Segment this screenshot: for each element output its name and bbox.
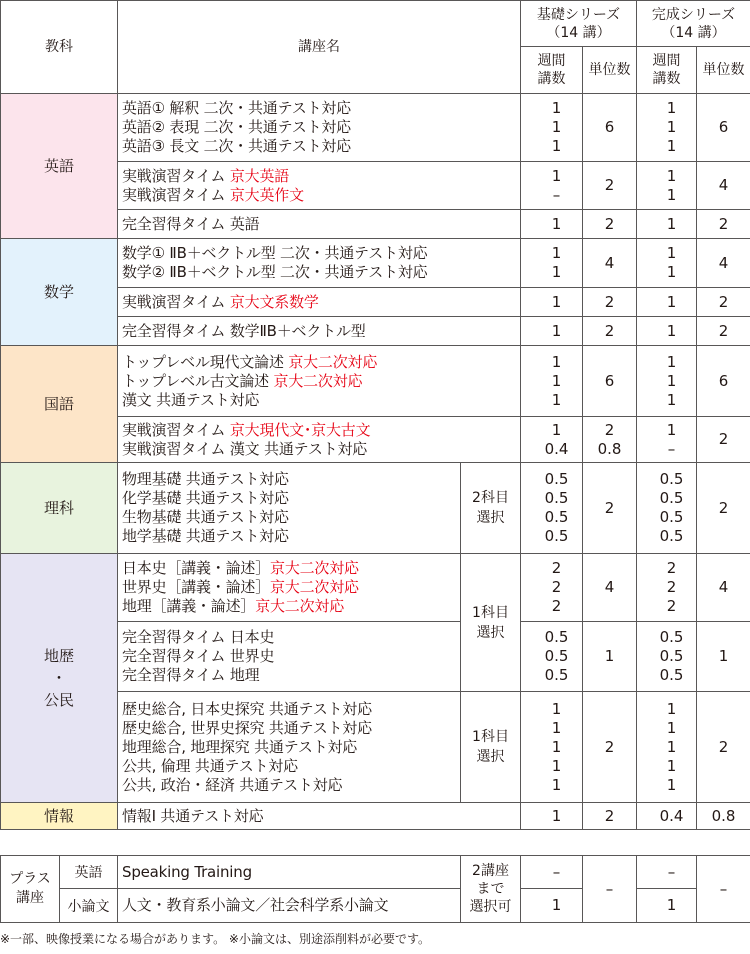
weekly-count: 1 <box>551 699 562 718</box>
course-cell <box>118 239 521 288</box>
weekly-cell <box>521 803 583 830</box>
course-name: 完全習得タイム 世界史 <box>122 647 275 665</box>
course-name: 世界史［講義・論述］京大二次対応 <box>122 578 359 596</box>
weekly-cell <box>521 346 583 417</box>
weekly-count: 1 <box>551 292 562 311</box>
weekly-cell <box>637 317 697 346</box>
weekly-count: 1 <box>666 214 677 233</box>
weekly-count: 1 <box>551 118 562 136</box>
header-basic-units: 単位数 <box>583 47 637 94</box>
units-cell: 2 <box>583 288 637 317</box>
table-row <box>1 554 750 622</box>
course-name: トップレベル古文論述 京大二次対応 <box>122 371 363 390</box>
course-cell <box>118 463 461 554</box>
course-target-highlight: 京大文系数学 <box>229 292 319 311</box>
weekly-cell <box>521 94 583 162</box>
weekly-cell <box>637 803 697 830</box>
units-cell: 2 <box>583 803 637 830</box>
course-cell <box>118 210 521 239</box>
units-cell: 2 <box>583 317 637 346</box>
subject-japanese: 国語 <box>1 346 118 463</box>
header-complete-units: 単位数 <box>697 47 750 94</box>
course-name: 英語② 表現 二次・共通テスト対応 <box>122 118 351 136</box>
weekly-count: 0.5 <box>659 666 684 684</box>
course-name: 実戦演習タイム 京大英語 <box>122 166 290 185</box>
weekly-count: 1 <box>666 775 677 794</box>
header-complete-series: 完成シリーズ （14 講） <box>637 1 750 47</box>
weekly-cell <box>521 692 583 803</box>
weekly-count: 1 <box>666 137 677 155</box>
course-name: 実戦演習タイム 京大文系数学 <box>122 292 319 311</box>
course-name: 完全習得タイム 地理 <box>122 666 260 684</box>
course-name: 日本史［講義・論述］京大二次対応 <box>122 559 359 577</box>
units-cell: 2 <box>697 288 750 317</box>
weekly-cell <box>521 463 583 554</box>
course-name: 情報Ⅰ 共通テスト対応 <box>122 806 264 825</box>
weekly-cell <box>521 210 583 239</box>
header-course: 講座名 <box>118 1 521 94</box>
weekly-cell <box>521 622 583 692</box>
weekly-count: 1 <box>551 420 562 439</box>
weekly-count: 0.4 <box>544 439 569 458</box>
plus-course-speaking: Speaking Training <box>118 856 461 889</box>
weekly-cell: – <box>637 856 697 889</box>
weekly-count: 1 <box>666 185 677 204</box>
header-basic-series: 基礎シリーズ （14 講） <box>521 1 637 47</box>
weekly-cell: 1 <box>521 889 583 923</box>
weekly-cell <box>637 463 697 554</box>
header-complete-weekly: 週間 講数 <box>637 47 697 94</box>
weekly-count: 1 <box>666 118 677 136</box>
course-target-highlight: 京大英語 <box>229 166 290 185</box>
course-name: 歴史総合, 世界史探究 共通テスト対応 <box>122 718 372 737</box>
course-name: 公共, 政治・経済 共通テスト対応 <box>122 775 343 794</box>
units-cell: – <box>583 856 637 923</box>
subject-info: 情報 <box>1 803 118 830</box>
weekly-count: 1 <box>666 166 677 185</box>
weekly-count: 1 <box>551 263 562 281</box>
course-name: 完全習得タイム 英語 <box>122 214 260 233</box>
table-row <box>1 239 750 288</box>
subject-math: 数学 <box>1 239 118 346</box>
course-cell <box>118 803 521 830</box>
weekly-count: 1 <box>551 718 562 737</box>
table-row <box>1 463 750 554</box>
table-row <box>1 94 750 162</box>
table-row <box>1 346 750 417</box>
plus-course-essay: 人文・教育系小論文／社会科学系小論文 <box>118 889 461 923</box>
course-name: 漢文 共通テスト対応 <box>122 390 260 409</box>
weekly-count: 1 <box>551 737 562 756</box>
footnote: ※一部、映像授業になる場合があります。 ※小論文は、別途添削料が必要です。 <box>0 932 431 946</box>
course-cell <box>118 317 521 346</box>
units-cell: 2 <box>697 692 750 803</box>
weekly-cell <box>637 554 697 622</box>
table-row <box>1 803 750 830</box>
course-name: 公共, 倫理 共通テスト対応 <box>122 756 298 775</box>
header-basic-weekly: 週間 講数 <box>521 47 583 94</box>
weekly-count: 1 <box>666 737 677 756</box>
course-cell <box>118 554 461 622</box>
weekly-count: 0.5 <box>659 628 684 646</box>
selection-note: 2講座 まで 選択可 <box>461 856 521 923</box>
weekly-count: – <box>552 185 561 204</box>
units-cell: 2 <box>583 162 637 210</box>
weekly-cell <box>637 692 697 803</box>
weekly-cell <box>521 417 583 463</box>
weekly-count: 2 <box>666 578 677 596</box>
weekly-count: 0.5 <box>659 489 684 507</box>
units-cell: – <box>697 856 750 923</box>
units-cell: 2 <box>583 210 637 239</box>
units-cell: 6 <box>583 94 637 162</box>
table-row <box>1 856 750 889</box>
weekly-count: 1 <box>666 352 677 371</box>
weekly-cell <box>637 346 697 417</box>
weekly-count: 2 <box>666 597 677 615</box>
weekly-count: – <box>667 439 676 458</box>
units-cell: 4 <box>697 162 750 210</box>
course-name: トップレベル現代文論述 京大二次対応 <box>122 352 378 371</box>
weekly-count: 1 <box>551 214 562 233</box>
weekly-cell <box>637 94 697 162</box>
weekly-count: 0.5 <box>659 508 684 526</box>
course-cell <box>118 622 461 692</box>
course-name: 実戦演習タイム 京大現代文･京大古文 <box>122 420 371 439</box>
units-cell: 4 <box>697 239 750 288</box>
weekly-count: 0.5 <box>544 647 569 665</box>
course-name: 生物基礎 共通テスト対応 <box>122 508 289 526</box>
course-name: 地学基礎 共通テスト対応 <box>122 527 289 545</box>
units-cell: 4 <box>583 554 637 622</box>
weekly-count: 1 <box>666 371 677 390</box>
units-cell: 2 0.8 <box>583 417 637 463</box>
course-name: 物理基礎 共通テスト対応 <box>122 470 289 488</box>
course-name: 数学② ⅡB＋ベクトル型 二次・共通テスト対応 <box>122 263 428 281</box>
weekly-count: 1 <box>551 775 562 794</box>
units-cell: 1 <box>697 622 750 692</box>
course-name: 地理総合, 地理探究 共通テスト対応 <box>122 737 358 756</box>
weekly-cell <box>637 162 697 210</box>
weekly-count: 2 <box>551 559 562 577</box>
weekly-cell <box>521 239 583 288</box>
weekly-cell: 1 <box>637 889 697 923</box>
weekly-count: 1 <box>666 99 677 117</box>
selection-note: 1科目 選択 <box>461 692 521 803</box>
weekly-count: 1 <box>666 756 677 775</box>
units-cell: 2 <box>697 210 750 239</box>
plus-subject-essay: 小論文 <box>60 889 118 923</box>
course-target-highlight: 京大二次対応 <box>270 559 359 577</box>
weekly-cell <box>637 239 697 288</box>
course-name: 地理［講義・論述］京大二次対応 <box>122 597 345 615</box>
subject-english: 英語 <box>1 94 118 239</box>
weekly-count: 0.5 <box>544 508 569 526</box>
course-name: 完全習得タイム 日本史 <box>122 628 275 646</box>
selection-note: 2科目 選択 <box>461 463 521 554</box>
weekly-count: 1 <box>551 756 562 775</box>
weekly-count: 0.5 <box>544 666 569 684</box>
weekly-count: 1 <box>551 244 562 262</box>
weekly-count: 2 <box>551 578 562 596</box>
weekly-count: 1 <box>551 166 562 185</box>
course-cell <box>118 94 521 162</box>
weekly-count: 0.5 <box>544 527 569 545</box>
course-cell <box>118 346 521 417</box>
units-cell: 2 <box>583 463 637 554</box>
weekly-count: 0.5 <box>544 489 569 507</box>
weekly-count: 1 <box>666 718 677 737</box>
weekly-cell <box>637 288 697 317</box>
selection-note: 1科目 選択 <box>461 554 521 692</box>
weekly-count: 1 <box>551 321 562 340</box>
weekly-count: 1 <box>666 292 677 311</box>
weekly-count: 0.5 <box>659 527 684 545</box>
course-target-highlight: 京大二次対応 <box>255 597 345 615</box>
weekly-cell <box>637 622 697 692</box>
units-cell: 1 <box>583 622 637 692</box>
weekly-count: 2 <box>551 597 562 615</box>
course-name: 実戦演習タイム 京大英作文 <box>122 185 304 204</box>
course-name: 英語③ 長文 二次・共通テスト対応 <box>122 137 351 155</box>
units-cell: 6 <box>697 94 750 162</box>
course-target-highlight: 京大二次対応 <box>273 371 363 390</box>
plus-subject-english: 英語 <box>60 856 118 889</box>
units-cell: 6 <box>697 346 750 417</box>
weekly-count: 0.5 <box>659 647 684 665</box>
weekly-count: 1 <box>666 390 677 409</box>
course-name: 歴史総合, 日本史探究 共通テスト対応 <box>122 699 372 718</box>
units-cell: 2 <box>583 692 637 803</box>
weekly-cell <box>521 554 583 622</box>
weekly-count: 0.5 <box>659 470 684 488</box>
plus-label: プラス 講座 <box>1 856 60 923</box>
course-cell <box>118 417 521 463</box>
units-cell: 2 <box>697 317 750 346</box>
course-cell <box>118 288 521 317</box>
course-name: 完全習得タイム 数学ⅡB＋ベクトル型 <box>122 321 366 340</box>
weekly-count: 2 <box>666 559 677 577</box>
weekly-count: 1 <box>666 244 677 262</box>
weekly-count: 1 <box>551 371 562 390</box>
units-cell: 0.8 <box>697 803 750 830</box>
weekly-count: 1 <box>666 321 677 340</box>
subject-science: 理科 <box>1 463 118 554</box>
course-cell <box>118 162 521 210</box>
weekly-count: 1 <box>551 99 562 117</box>
weekly-cell: – <box>521 856 583 889</box>
course-name: 英語① 解釈 二次・共通テスト対応 <box>122 99 351 117</box>
course-target-highlight: 京大英作文 <box>229 185 304 204</box>
header-subject: 教科 <box>1 1 118 94</box>
course-target-highlight: 京大現代文･京大古文 <box>229 420 371 439</box>
weekly-cell <box>521 162 583 210</box>
weekly-count: 1 <box>551 137 562 155</box>
weekly-count: 0.4 <box>659 806 684 825</box>
units-cell: 4 <box>583 239 637 288</box>
weekly-count: 1 <box>666 263 677 281</box>
course-target-highlight: 京大二次対応 <box>270 578 359 596</box>
units-cell: 4 <box>697 554 750 622</box>
weekly-cell <box>521 317 583 346</box>
course-name: 実戦演習タイム 漢文 共通テスト対応 <box>122 439 368 458</box>
weekly-count: 1 <box>666 420 677 439</box>
weekly-count: 1 <box>551 390 562 409</box>
course-cell <box>118 692 461 803</box>
units-cell: 6 <box>583 346 637 417</box>
weekly-cell <box>637 210 697 239</box>
weekly-count: 1 <box>666 699 677 718</box>
course-name: 化学基礎 共通テスト対応 <box>122 489 289 507</box>
course-name: 数学① ⅡB＋ベクトル型 二次・共通テスト対応 <box>122 244 428 262</box>
subject-social: 地歴 ・ 公民 <box>1 554 118 803</box>
weekly-cell <box>521 288 583 317</box>
course-target-highlight: 京大二次対応 <box>288 352 378 371</box>
units-cell: 2 <box>697 417 750 463</box>
weekly-count: 1 <box>551 352 562 371</box>
weekly-count: 0.5 <box>544 628 569 646</box>
units-cell: 2 <box>697 463 750 554</box>
table-row <box>1 889 750 923</box>
weekly-count: 1 <box>551 806 562 825</box>
weekly-cell <box>637 417 697 463</box>
plus-course-table <box>0 855 750 923</box>
weekly-count: 0.5 <box>544 470 569 488</box>
